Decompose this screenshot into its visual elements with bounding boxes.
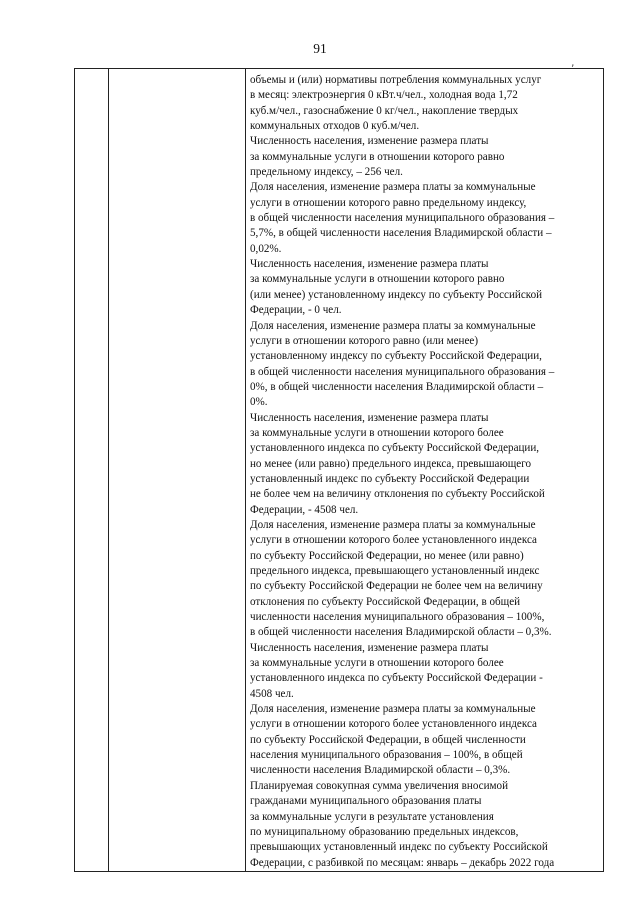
text-line: Доля населения, изменение размера платы за коммунальные [250,518,536,531]
text-line: услуги в отношении которого равно (или менее) [250,334,479,347]
text-line: 0%. [250,396,268,409]
text-line: Доля населения, изменение размера платы за коммунальные [250,181,536,194]
text-line: в общей численности населения муниципального образования – [250,365,555,378]
text-line: за коммунальные услуги в отношении которого равно [250,273,505,286]
text-line: Доля населения, изменение размера платы за коммунальные [250,703,536,716]
text-line: 5,7%, в общей численности населения Владимирской области – [250,227,552,240]
text-line: установленный индекс по субъекту Российской Федерации [250,472,530,485]
table-cell-empty-1 [75,69,109,872]
text-line: не более чем на величину отклонения по субъекту Российской [250,488,545,501]
table-cell-content [246,69,604,872]
document-table [74,68,604,872]
text-line: в общей численности населения муниципального образования – [250,212,555,225]
text-line: Федерации, - 4508 чел. [250,503,359,516]
text-line: за коммунальные услуги в отношении которого равно [250,150,505,163]
text-line: по субъекту Российской Федерации не более чем на величину [250,580,543,593]
text-line: за коммунальные услуги в отношении которого более [250,426,504,439]
text-line: Планируемая совокупная сумма увеличения вносимой [250,779,509,792]
text-line: услуги в отношении которого более установленного индекса [250,534,537,547]
text-line: превышающих установленный индекс по субъекту Российской [250,841,548,854]
text-line: услуги в отношении которого более установленного индекса [250,718,537,731]
text-line: отклонения по субъекту Российской Федерации, в общей [250,595,521,608]
text-line: численности населения муниципального образования – 100%, [250,611,545,624]
content-text [250,73,603,871]
scan-mark: , [571,56,575,69]
text-line: 0%, в общей численности населения Владимирской области – [250,380,544,393]
text-line: предельному индексу, – 256 чел. [250,166,403,179]
text-line: установленного индекса по субъекту Российской Федерации - [250,672,543,685]
text-line: но менее (или равно) предельного индекса, превышающего [250,457,532,470]
text-line: Численность населения, изменение размера платы [250,135,489,148]
text-line: (или менее) установленному индексу по субъекту Российской [250,288,543,301]
text-line: населения муниципального образования – 100%, в общей [250,749,523,762]
table-row [75,69,604,872]
text-line: по муниципальному образованию предельных индексов, [250,825,519,838]
text-line: в общей численности населения Владимирской области – 0,3%. [250,626,552,639]
text-line: Численность населения, изменение размера платы [250,641,489,654]
text-line: Численность населения, изменение размера платы [250,258,489,271]
text-line: объемы и (или) нормативы потребления коммунальных услуг [250,74,542,86]
text-line: куб.м/чел., газоснабжение 0 кг/чел., накопление твердых [250,104,519,117]
text-line: по субъекту Российской Федерации, но менее (или равно) [250,549,524,562]
text-line: предельного индекса, превышающего установленный индекс [250,565,540,577]
text-line: Доля населения, изменение размера платы за коммунальные [250,319,536,332]
text-line: Численность населения, изменение размера платы [250,411,489,424]
text-line: коммунальных отходов 0 куб.м/чел. [250,120,420,133]
page-number: 91 [313,41,327,56]
text-line: 0,02%. [250,242,282,255]
text-line: за коммунальные услуги в результате установления [250,810,494,823]
text-line: численности населения Владимирской области – 0,3%. [250,764,511,777]
text-line: Федерации, с разбивкой по месяцам: январь – декабрь 2022 года [250,856,555,869]
text-line: Федерации, - 0 чел. [250,304,342,317]
text-line: в месяц: электроэнергия 0 кВт.ч/чел., холодная вода 1,72 [250,89,518,102]
text-line: по субъекту Российской Федерации, в общей численности [250,733,526,746]
text-line: услуги в отношении которого равно предельному индексу, [250,196,527,209]
text-line: за коммунальные услуги в отношении которого более [250,657,504,670]
text-line: 4508 чел. [250,687,294,700]
text-line: установленного индекса по субъекту Российской Федерации, [250,442,540,455]
text-line: гражданами муниципального образования платы [250,795,482,808]
table-cell-empty-2 [109,69,246,872]
text-line: установленному индексу по субъекту Российской Федерации, [250,350,542,363]
